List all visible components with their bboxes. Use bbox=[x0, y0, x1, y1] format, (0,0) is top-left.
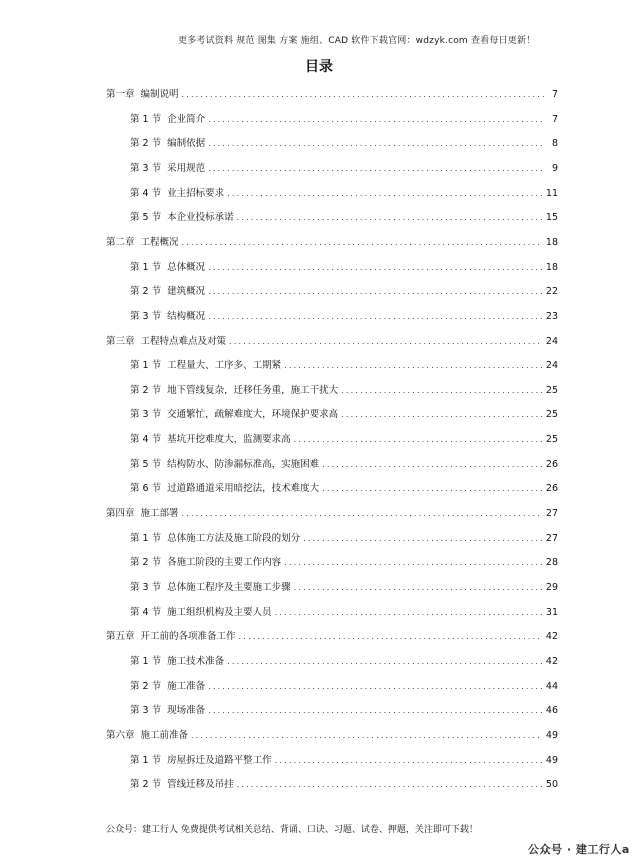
toc-entry-number: 第 4 节 bbox=[130, 187, 162, 199]
toc-page-number: 24 bbox=[545, 335, 558, 347]
toc-entry-label bbox=[130, 581, 291, 595]
watermark-text: 公众号 · 建工行人a bbox=[528, 843, 630, 856]
toc-entry-number: 第 1 节 bbox=[130, 655, 162, 667]
toc-dot-leader bbox=[182, 236, 543, 250]
toc-page-number: 22 bbox=[545, 286, 558, 298]
toc-entry-number: 第六章 bbox=[106, 729, 135, 741]
toc-entry-label bbox=[130, 433, 291, 447]
toc-entry-text: 企业简介 bbox=[167, 113, 206, 125]
toc-dot-leader bbox=[208, 113, 545, 127]
toc-entry-text: 建筑概况 bbox=[167, 286, 206, 298]
toc-chapter-entry[interactable] bbox=[106, 335, 558, 349]
toc-entry-label bbox=[130, 211, 234, 225]
toc-dot-leader bbox=[294, 433, 543, 447]
toc-section-entry[interactable] bbox=[130, 680, 558, 694]
toc-dot-leader bbox=[227, 187, 543, 201]
toc-entry-label bbox=[106, 630, 236, 644]
toc-section-entry[interactable] bbox=[130, 359, 558, 373]
toc-section-entry[interactable] bbox=[130, 408, 558, 422]
toc-section-entry[interactable] bbox=[130, 458, 558, 472]
toc-dot-leader bbox=[341, 384, 543, 398]
toc-section-entry[interactable] bbox=[130, 310, 558, 324]
toc-section-entry[interactable] bbox=[130, 778, 558, 792]
toc-entry-number: 第三章 bbox=[106, 335, 135, 347]
toc-dot-leader bbox=[227, 655, 543, 669]
toc-entry-number: 第五章 bbox=[106, 631, 135, 643]
toc-entry-label bbox=[130, 556, 281, 570]
toc-entry-label bbox=[130, 680, 205, 694]
toc-dot-leader bbox=[284, 359, 543, 373]
toc-entry-text: 工程特点难点及对策 bbox=[140, 335, 227, 347]
toc-entry-number: 第 2 节 bbox=[130, 286, 162, 298]
toc-entry-number: 第一章 bbox=[106, 89, 135, 100]
toc-entry-text: 地下管线复杂，迁移任务重，施工干扰大 bbox=[167, 384, 339, 396]
toc-dot-leader bbox=[237, 211, 543, 225]
toc-entry-text: 施工部署 bbox=[140, 508, 179, 519]
toc-entry-text: 工程量大、工序多、工期紧 bbox=[167, 360, 282, 372]
toc-dot-leader bbox=[229, 335, 543, 349]
toc-entry-text: 基坑开挖难度大，监测要求高 bbox=[167, 434, 291, 446]
toc-page-number: 44 bbox=[545, 680, 558, 692]
toc-page-number: 42 bbox=[545, 655, 558, 667]
toc-page-number: 42 bbox=[545, 631, 558, 643]
toc-entry-text: 总体施工程序及主要施工步骤 bbox=[167, 582, 291, 593]
toc-entry-label bbox=[130, 113, 205, 127]
toc-entry-label bbox=[130, 655, 224, 669]
toc-section-entry[interactable] bbox=[130, 754, 558, 768]
toc-chapter-entry[interactable] bbox=[106, 729, 558, 743]
toc-dot-leader bbox=[341, 408, 543, 422]
toc-entry-label bbox=[130, 606, 272, 620]
toc-entry-label bbox=[106, 335, 226, 349]
toc-dot-leader bbox=[275, 606, 543, 620]
toc-entry-number: 第 2 节 bbox=[130, 779, 162, 791]
toc-entry-label bbox=[130, 310, 205, 324]
toc-entry-label bbox=[130, 482, 319, 496]
toc-section-entry[interactable] bbox=[130, 433, 558, 447]
toc-page-number: 8 bbox=[551, 138, 558, 150]
toc-page-number: 26 bbox=[545, 458, 558, 470]
toc-entry-number: 第 2 节 bbox=[130, 680, 162, 692]
toc-page-number: 25 bbox=[545, 434, 558, 446]
toc-page-number: 25 bbox=[545, 384, 558, 396]
toc-entry-number: 第 3 节 bbox=[130, 582, 162, 593]
toc-entry-number: 第 4 节 bbox=[130, 434, 162, 446]
toc-entry-number: 第 5 节 bbox=[130, 458, 162, 470]
toc-entry-number: 第 1 节 bbox=[130, 261, 162, 273]
toc-page-number: 7 bbox=[551, 89, 558, 100]
toc-entry-label bbox=[130, 408, 338, 422]
toc-entry-text: 各施工阶段的主要工作内容 bbox=[167, 557, 282, 569]
toc-entry-label bbox=[130, 162, 205, 176]
toc-dot-leader bbox=[208, 162, 545, 176]
toc-entry-text: 施工前准备 bbox=[140, 729, 189, 741]
toc-page-number: 49 bbox=[545, 729, 558, 741]
toc-section-entry[interactable] bbox=[130, 581, 558, 595]
toc-page-number: 46 bbox=[545, 705, 558, 717]
toc-entry-text: 结构防水、防渗漏标准高，实施困难 bbox=[167, 458, 320, 470]
toc-page-number: 29 bbox=[545, 582, 558, 593]
toc-chapter-entry[interactable] bbox=[106, 630, 558, 644]
toc-entry-text: 工程概况 bbox=[140, 236, 179, 248]
toc-entry-number: 第 2 节 bbox=[130, 138, 162, 150]
toc-entry-label bbox=[130, 704, 205, 718]
toc-section-entry[interactable] bbox=[130, 556, 558, 570]
toc-section-entry[interactable] bbox=[130, 261, 558, 275]
toc-entry-text: 编制依据 bbox=[167, 138, 206, 150]
toc-dot-leader bbox=[208, 261, 543, 275]
toc-entry-text: 本企业投标承诺 bbox=[167, 212, 234, 224]
footer-note: 公众号：建工行人 免费提供考试相关总结、背诵、口诀、习题、试卷、押题，关注即可下载！ bbox=[106, 825, 478, 835]
toc-page-number: 18 bbox=[545, 236, 558, 248]
toc-entry-number: 第 1 节 bbox=[130, 360, 162, 372]
toc-entry-text: 管线迁移及吊挂 bbox=[167, 779, 234, 791]
toc-entry-label bbox=[106, 88, 179, 102]
toc-section-entry[interactable] bbox=[130, 187, 558, 201]
toc-dot-leader bbox=[275, 754, 543, 768]
toc-section-entry[interactable] bbox=[130, 285, 558, 299]
toc-dot-leader bbox=[237, 778, 543, 792]
toc-entry-text: 总体施工方法及施工阶段的划分 bbox=[167, 532, 301, 544]
toc-entry-number: 第 2 节 bbox=[130, 384, 162, 396]
toc-chapter-entry[interactable] bbox=[106, 88, 558, 102]
toc-entry-number: 第 3 节 bbox=[130, 310, 162, 322]
toc-page-number: 7 bbox=[551, 113, 558, 125]
toc-dot-leader bbox=[294, 581, 543, 595]
toc-entry-label bbox=[130, 261, 205, 275]
toc-entry-number: 第 5 节 bbox=[130, 212, 162, 224]
toc-entry-label bbox=[130, 285, 205, 299]
toc-dot-leader bbox=[208, 704, 543, 718]
toc-entry-text: 结构概况 bbox=[167, 310, 206, 322]
toc-entry-text: 施工准备 bbox=[167, 680, 206, 692]
toc-dot-leader bbox=[322, 482, 543, 496]
toc-entry-text: 开工前的各项准备工作 bbox=[140, 631, 236, 643]
toc-section-entry[interactable] bbox=[130, 113, 558, 127]
toc-page-number: 28 bbox=[545, 557, 558, 569]
toc-section-entry[interactable] bbox=[130, 482, 558, 496]
toc-dot-leader bbox=[239, 630, 543, 644]
toc-page-number: 24 bbox=[545, 360, 558, 372]
toc-entry-label bbox=[130, 187, 224, 201]
toc-page-number: 50 bbox=[545, 779, 558, 791]
toc-section-entry[interactable] bbox=[130, 137, 558, 151]
toc-page-number: 31 bbox=[545, 606, 558, 618]
toc-entry-label bbox=[106, 236, 179, 250]
toc-chapter-entry[interactable] bbox=[106, 507, 558, 521]
toc-section-entry[interactable] bbox=[130, 162, 558, 176]
toc-entry-number: 第二章 bbox=[106, 236, 135, 248]
toc-entry-label bbox=[130, 384, 338, 398]
toc-entry-label bbox=[130, 532, 300, 546]
toc-page-number: 23 bbox=[545, 310, 558, 322]
toc-entry-label bbox=[130, 754, 272, 768]
toc-page-number: 9 bbox=[551, 162, 558, 174]
toc-dot-leader bbox=[191, 729, 543, 743]
toc-dot-leader bbox=[303, 532, 543, 546]
toc-entry-text: 过道路通道采用暗挖法，技术难度大 bbox=[167, 483, 320, 495]
toc-page-number: 27 bbox=[545, 532, 558, 544]
toc-section-entry[interactable] bbox=[130, 384, 558, 398]
toc-section-entry[interactable] bbox=[130, 532, 558, 546]
toc-entry-number: 第 2 节 bbox=[130, 557, 162, 569]
page-title: 目录 bbox=[305, 59, 333, 75]
toc-dot-leader bbox=[322, 458, 543, 472]
toc-section-entry[interactable] bbox=[130, 606, 558, 620]
toc-entry-label bbox=[130, 458, 319, 472]
toc-entry-number: 第 3 节 bbox=[130, 705, 162, 717]
toc-entry-number: 第四章 bbox=[106, 508, 135, 519]
toc-section-entry[interactable] bbox=[130, 211, 558, 225]
toc-section-entry[interactable] bbox=[130, 704, 558, 718]
toc-entry-text: 房屋拆迁及道路平整工作 bbox=[167, 754, 272, 766]
toc-page-number: 26 bbox=[545, 483, 558, 495]
toc-page-number: 11 bbox=[545, 187, 558, 199]
toc-entry-number: 第 6 节 bbox=[130, 483, 162, 495]
toc-entry-number: 第 4 节 bbox=[130, 606, 162, 618]
toc-section-entry[interactable] bbox=[130, 655, 558, 669]
toc-entry-number: 第 1 节 bbox=[130, 532, 162, 544]
toc-entry-text: 总体概况 bbox=[167, 261, 206, 273]
toc-entry-text: 施工技术准备 bbox=[167, 655, 225, 667]
toc-dot-leader bbox=[182, 88, 545, 102]
toc-entry-text: 现场准备 bbox=[167, 705, 206, 717]
toc-dot-leader bbox=[208, 137, 545, 151]
toc-dot-leader bbox=[208, 680, 543, 694]
toc-entry-number: 第 3 节 bbox=[130, 409, 162, 421]
toc-entry-label bbox=[106, 729, 188, 743]
toc-dot-leader bbox=[208, 285, 543, 299]
toc-entry-label bbox=[130, 778, 234, 792]
toc-page-number: 15 bbox=[545, 212, 558, 224]
toc-page-number: 27 bbox=[545, 508, 558, 519]
toc-entry-label bbox=[106, 507, 179, 521]
toc-entry-label bbox=[130, 359, 281, 373]
toc-entry-number: 第 1 节 bbox=[130, 754, 162, 766]
toc-entry-text: 采用规范 bbox=[167, 162, 206, 174]
toc-dot-leader bbox=[208, 310, 543, 324]
toc-page-number: 49 bbox=[545, 754, 558, 766]
toc-page-number: 25 bbox=[545, 409, 558, 421]
toc-dot-leader bbox=[284, 556, 543, 570]
toc-chapter-entry[interactable] bbox=[106, 236, 558, 250]
toc-entry-text: 业主招标要求 bbox=[167, 187, 225, 199]
toc-entry-number: 第 3 节 bbox=[130, 162, 162, 174]
toc-page-number: 18 bbox=[545, 261, 558, 273]
header-banner: 更多考试资料 规范 图集 方案 施组、CAD 软件下载官网：wdzyk.com 查看每日更新！ bbox=[178, 36, 536, 46]
toc-entry-label bbox=[130, 137, 205, 151]
toc-entry-text: 施工组织机构及主要人员 bbox=[167, 606, 272, 618]
toc-entry-text: 交通繁忙，疏解难度大，环境保护要求高 bbox=[167, 409, 339, 421]
toc-entry-number: 第 1 节 bbox=[130, 113, 162, 125]
toc-dot-leader bbox=[182, 507, 543, 521]
toc-entry-text: 编制说明 bbox=[140, 89, 179, 100]
